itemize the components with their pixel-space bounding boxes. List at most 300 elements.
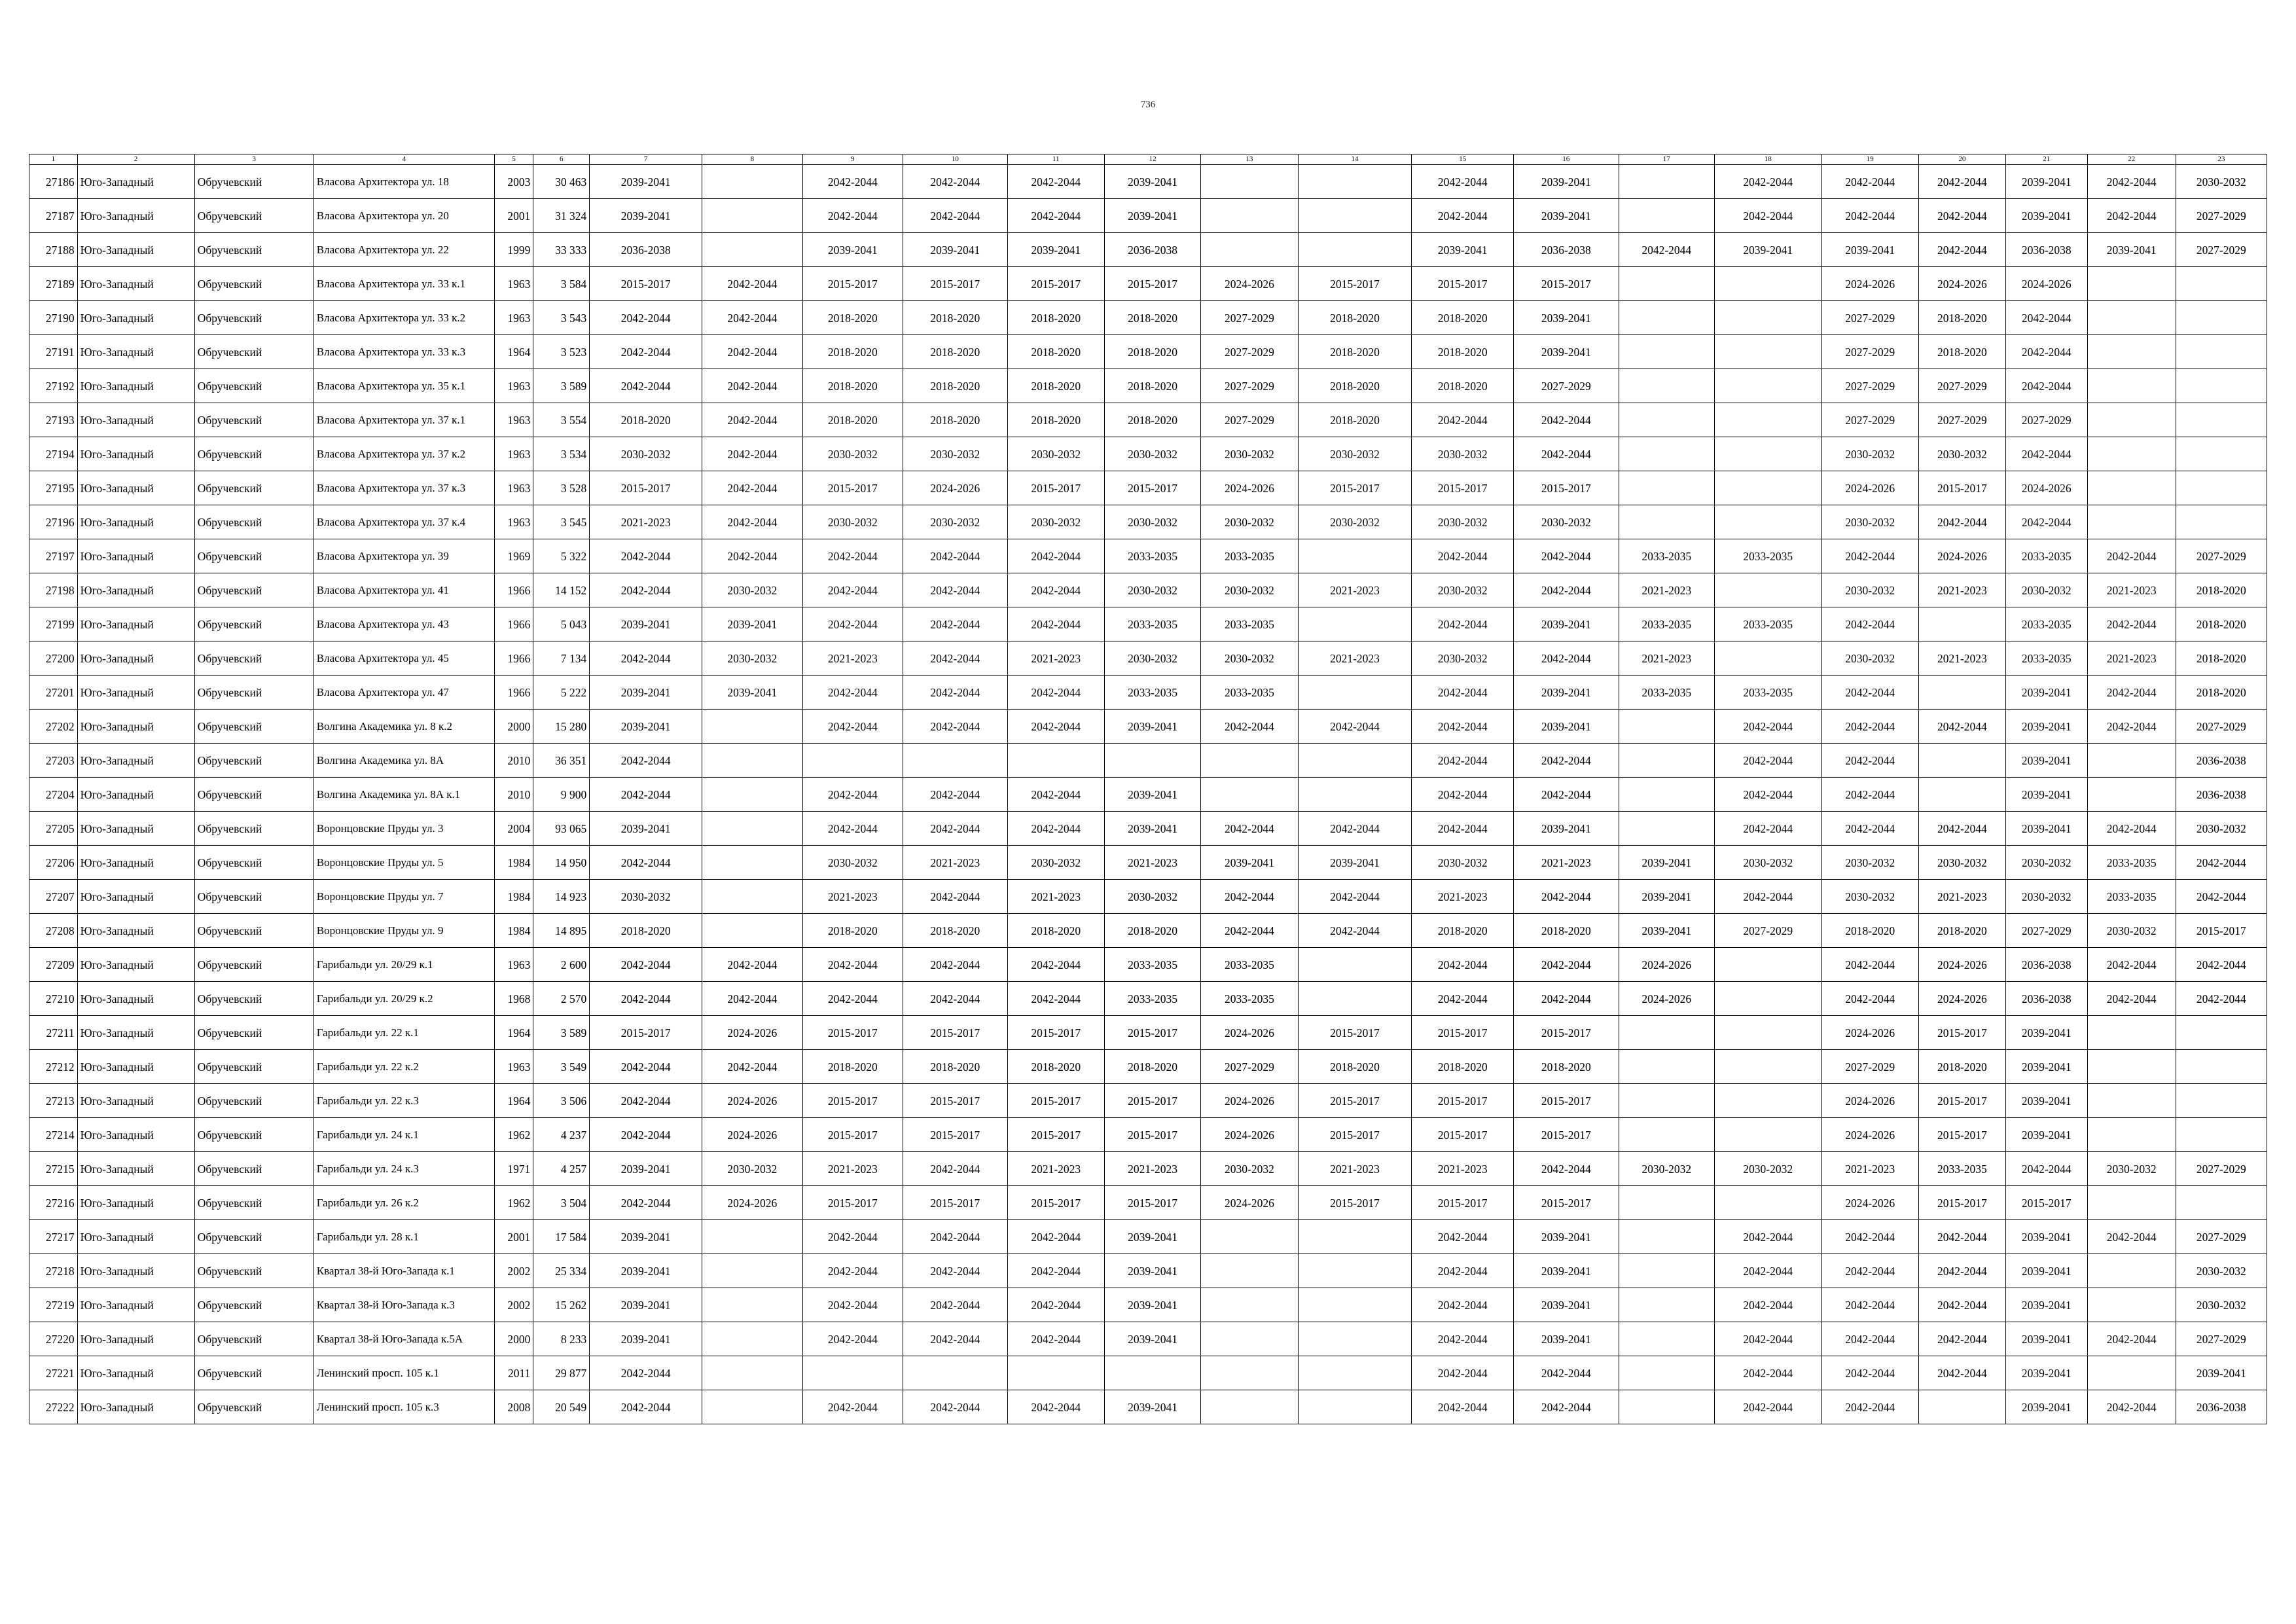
table-cell: 36 351 xyxy=(533,744,590,778)
table-cell: 2039-2041 xyxy=(1104,1220,1200,1254)
table-cell: 2030-2032 xyxy=(1412,846,1514,880)
table-cell: 2002 xyxy=(495,1288,533,1322)
table-cell: 1999 xyxy=(495,233,533,267)
table-cell: Юго-Западный xyxy=(77,812,194,846)
table-cell: 2018-2020 xyxy=(802,403,903,437)
table-cell: Воронцовские Пруды ул. 5 xyxy=(314,846,494,880)
table-cell: Юго-Западный xyxy=(77,1390,194,1424)
table-cell xyxy=(2087,369,2176,403)
table-cell: 2018-2020 xyxy=(1104,403,1200,437)
table-cell: 2018-2020 xyxy=(1918,301,2005,335)
table-cell: 2042-2044 xyxy=(1412,165,1514,199)
table-cell: 2042-2044 xyxy=(590,778,702,812)
table-cell: 2015-2017 xyxy=(1513,471,1619,505)
table-cell: 2027-2029 xyxy=(2176,710,2267,744)
table-cell: 8 233 xyxy=(533,1322,590,1356)
table-cell: Обручевский xyxy=(194,1084,314,1118)
table-cell: Власова Архитектора ул. 41 xyxy=(314,573,494,607)
table-cell: 2033-2035 xyxy=(1619,676,1714,710)
table-cell: Гарибальди ул. 20/29 к.1 xyxy=(314,948,494,982)
table-cell: 2021-2023 xyxy=(1104,846,1200,880)
table-cell: 2039-2041 xyxy=(1513,710,1619,744)
table-cell: 17 584 xyxy=(533,1220,590,1254)
table-cell: 2039-2041 xyxy=(802,233,903,267)
table-cell: 2021-2023 xyxy=(1918,573,2005,607)
table-cell: 2015-2017 xyxy=(802,267,903,301)
table-cell: 2039-2041 xyxy=(1412,233,1514,267)
table-cell: Юго-Западный xyxy=(77,1220,194,1254)
table-cell: 2042-2044 xyxy=(1714,1390,1821,1424)
table-cell: 3 589 xyxy=(533,369,590,403)
table-cell xyxy=(702,914,802,948)
table-cell xyxy=(1104,1356,1200,1390)
table-cell: 2018-2020 xyxy=(903,369,1008,403)
table-cell: Обручевский xyxy=(194,982,314,1016)
table-cell: 27216 xyxy=(29,1186,78,1220)
table-cell: 2042-2044 xyxy=(2087,199,2176,233)
table-cell: 2042-2044 xyxy=(802,607,903,641)
table-row xyxy=(29,403,2267,437)
table-cell: Гарибальди ул. 24 к.3 xyxy=(314,1152,494,1186)
table-cell: Юго-Западный xyxy=(77,267,194,301)
table-cell: 1984 xyxy=(495,880,533,914)
table-cell: Квартал 38-й Юго-Запада к.3 xyxy=(314,1288,494,1322)
table-cell: 27209 xyxy=(29,948,78,982)
table-cell: 2042-2044 xyxy=(2176,982,2267,1016)
table-cell: 2024-2026 xyxy=(1821,267,1918,301)
table-cell xyxy=(1619,403,1714,437)
table-cell: 2003 xyxy=(495,165,533,199)
table-cell: 2018-2020 xyxy=(903,301,1008,335)
table-cell: 2027-2029 xyxy=(2176,1220,2267,1254)
table-cell: 2042-2044 xyxy=(903,539,1008,573)
table-cell: 2039-2041 xyxy=(1104,812,1200,846)
table-cell xyxy=(1619,165,1714,199)
table-cell xyxy=(1619,1322,1714,1356)
table-cell: 2042-2044 xyxy=(1821,948,1918,982)
table-cell xyxy=(1714,437,1821,471)
table-cell: 2027-2029 xyxy=(1821,369,1918,403)
table-cell: 2042-2044 xyxy=(1821,165,1918,199)
table-row xyxy=(29,744,2267,778)
table-cell: 2024-2026 xyxy=(903,471,1008,505)
table-cell: 2021-2023 xyxy=(802,1152,903,1186)
table-cell: 2033-2035 xyxy=(1714,676,1821,710)
table-cell: 2027-2029 xyxy=(1821,1050,1918,1084)
table-cell: 2042-2044 xyxy=(1821,1254,1918,1288)
table-cell: 2042-2044 xyxy=(702,948,802,982)
table-cell: 27188 xyxy=(29,233,78,267)
table-cell: 27210 xyxy=(29,982,78,1016)
table-cell: 2042-2044 xyxy=(1412,948,1514,982)
table-cell xyxy=(1298,165,1412,199)
table-cell: 1964 xyxy=(495,335,533,369)
column-number-header: 2 xyxy=(77,154,194,165)
table-cell: Гарибальди ул. 22 к.3 xyxy=(314,1084,494,1118)
table-cell: Гарибальди ул. 20/29 к.2 xyxy=(314,982,494,1016)
table-cell: 2042-2044 xyxy=(590,1118,702,1152)
table-cell: 2042-2044 xyxy=(903,199,1008,233)
table-cell: 2015-2017 xyxy=(590,1016,702,1050)
table-cell: 2024-2026 xyxy=(1821,1118,1918,1152)
table-cell: 2027-2029 xyxy=(1918,369,2005,403)
table-cell: Обручевский xyxy=(194,880,314,914)
table-cell: 2018-2020 xyxy=(590,914,702,948)
column-number-header: 7 xyxy=(590,154,702,165)
table-cell: 2042-2044 xyxy=(2005,369,2087,403)
table-cell: 2015-2017 xyxy=(1412,267,1514,301)
table-cell xyxy=(1619,1050,1714,1084)
table-cell: 2042-2044 xyxy=(1513,744,1619,778)
table-cell: Юго-Западный xyxy=(77,505,194,539)
table-cell: 27221 xyxy=(29,1356,78,1390)
table-cell xyxy=(1298,1390,1412,1424)
table-cell: 2039-2041 xyxy=(590,676,702,710)
table-cell: 2015-2017 xyxy=(1918,1118,2005,1152)
table-cell: Обручевский xyxy=(194,165,314,199)
table-cell: 2015-2017 xyxy=(1918,1016,2005,1050)
table-cell: 27214 xyxy=(29,1118,78,1152)
table-cell: 2033-2035 xyxy=(1714,539,1821,573)
table-cell: Юго-Западный xyxy=(77,880,194,914)
column-number-header: 15 xyxy=(1412,154,1514,165)
table-cell xyxy=(2176,301,2267,335)
table-cell: 2039-2041 xyxy=(702,676,802,710)
table-cell: 2039-2041 xyxy=(1619,880,1714,914)
table-cell: 2042-2044 xyxy=(1821,199,1918,233)
table-cell: 2030-2032 xyxy=(802,437,903,471)
table-cell: Юго-Западный xyxy=(77,437,194,471)
table-cell: 2021-2023 xyxy=(1918,880,2005,914)
table-cell xyxy=(1714,641,1821,676)
table-cell: 2042-2044 xyxy=(2087,948,2176,982)
table-cell: Юго-Западный xyxy=(77,914,194,948)
table-cell: 2042-2044 xyxy=(590,1356,702,1390)
table-cell: 2042-2044 xyxy=(2087,1322,2176,1356)
table-cell: 2042-2044 xyxy=(903,1220,1008,1254)
table-cell: 2030-2032 xyxy=(1821,437,1918,471)
table-cell: 2018-2020 xyxy=(1918,914,2005,948)
table-cell xyxy=(1918,676,2005,710)
table-cell: 2039-2041 xyxy=(903,233,1008,267)
table-cell: 2027-2029 xyxy=(1821,403,1918,437)
table-cell: 2 570 xyxy=(533,982,590,1016)
table-cell: 2024-2026 xyxy=(1201,1084,1298,1118)
table-cell: 2024-2026 xyxy=(1201,267,1298,301)
table-cell xyxy=(1714,573,1821,607)
table-cell: 2042-2044 xyxy=(1007,676,1104,710)
table-cell: 2042-2044 xyxy=(802,812,903,846)
table-cell: 2039-2041 xyxy=(1513,1322,1619,1356)
table-cell: 29 877 xyxy=(533,1356,590,1390)
table-cell: 2042-2044 xyxy=(1007,982,1104,1016)
table-cell: 2042-2044 xyxy=(590,1390,702,1424)
table-cell: 2042-2044 xyxy=(903,676,1008,710)
table-cell: 2024-2026 xyxy=(1201,471,1298,505)
table-cell: 2042-2044 xyxy=(1412,812,1514,846)
table-cell: 2039-2041 xyxy=(1104,1390,1200,1424)
table-cell: 2042-2044 xyxy=(903,1390,1008,1424)
table-row xyxy=(29,335,2267,369)
table-cell: Обручевский xyxy=(194,710,314,744)
table-cell xyxy=(1714,369,1821,403)
table-cell: 2033-2035 xyxy=(1201,539,1298,573)
table-cell: 27205 xyxy=(29,812,78,846)
table-row xyxy=(29,369,2267,403)
table-cell xyxy=(2087,1016,2176,1050)
table-cell: 3 584 xyxy=(533,267,590,301)
table-cell: 2039-2041 xyxy=(2005,1016,2087,1050)
table-cell: 2018-2020 xyxy=(2176,641,2267,676)
table-cell: 2033-2035 xyxy=(2087,846,2176,880)
table-cell: 2024-2026 xyxy=(1918,948,2005,982)
table-cell: 1968 xyxy=(495,982,533,1016)
table-cell: 2033-2035 xyxy=(1619,539,1714,573)
column-number-row xyxy=(29,154,2267,165)
table-cell: 2042-2044 xyxy=(2176,846,2267,880)
table-body xyxy=(29,165,2267,1424)
table-cell: 2015-2017 xyxy=(1298,267,1412,301)
table-cell: Обручевский xyxy=(194,607,314,641)
table-cell xyxy=(1619,1118,1714,1152)
table-cell: 2042-2044 xyxy=(2087,1220,2176,1254)
table-row xyxy=(29,199,2267,233)
table-row xyxy=(29,948,2267,982)
table-cell: 2030-2032 xyxy=(2176,1288,2267,1322)
table-cell: Юго-Западный xyxy=(77,778,194,812)
table-cell: 2030-2032 xyxy=(2176,1254,2267,1288)
table-cell: 2042-2044 xyxy=(1821,1220,1918,1254)
table-cell: 2018-2020 xyxy=(1513,914,1619,948)
table-cell: 2039-2041 xyxy=(590,710,702,744)
table-cell: Гарибальди ул. 22 к.1 xyxy=(314,1016,494,1050)
table-cell: 2018-2020 xyxy=(1104,301,1200,335)
table-cell: 2042-2044 xyxy=(1412,199,1514,233)
table-cell: 2039-2041 xyxy=(1104,165,1200,199)
table-cell xyxy=(1619,471,1714,505)
table-cell: Юго-Западный xyxy=(77,539,194,573)
table-cell: 15 280 xyxy=(533,710,590,744)
table-cell: 2042-2044 xyxy=(1513,1390,1619,1424)
table-cell: 2015-2017 xyxy=(802,1186,903,1220)
table-cell xyxy=(1298,778,1412,812)
table-cell xyxy=(1619,1288,1714,1322)
table-cell xyxy=(1201,199,1298,233)
column-number-header: 8 xyxy=(702,154,802,165)
table-cell: 2030-2032 xyxy=(1007,437,1104,471)
table-cell: Обручевский xyxy=(194,233,314,267)
table-cell: Обручевский xyxy=(194,1186,314,1220)
table-cell: 2015-2017 xyxy=(1513,1186,1619,1220)
table-cell: 2042-2044 xyxy=(1201,914,1298,948)
table-cell: 27218 xyxy=(29,1254,78,1288)
table-cell: 2027-2029 xyxy=(1201,403,1298,437)
table-cell: 2042-2044 xyxy=(1513,1356,1619,1390)
table-cell: Юго-Западный xyxy=(77,1118,194,1152)
table-cell: 2036-2038 xyxy=(2005,233,2087,267)
table-cell: Власова Архитектора ул. 22 xyxy=(314,233,494,267)
table-cell: 2042-2044 xyxy=(1412,778,1514,812)
table-cell: 2039-2041 xyxy=(2005,165,2087,199)
table-cell: 2015-2017 xyxy=(1007,267,1104,301)
table-cell: 2030-2032 xyxy=(1714,1152,1821,1186)
table-cell: 2015-2017 xyxy=(1104,1118,1200,1152)
table-cell: 2039-2041 xyxy=(590,1288,702,1322)
table-cell: 2042-2044 xyxy=(2087,982,2176,1016)
table-cell: 2030-2032 xyxy=(1918,846,2005,880)
table-cell: 2015-2017 xyxy=(1412,1016,1514,1050)
table-cell: Юго-Западный xyxy=(77,199,194,233)
table-row xyxy=(29,1322,2267,1356)
table-cell: Обручевский xyxy=(194,846,314,880)
table-cell: 2001 xyxy=(495,1220,533,1254)
table-cell: 2010 xyxy=(495,744,533,778)
table-cell: 2039-2041 xyxy=(2087,233,2176,267)
table-cell xyxy=(2087,471,2176,505)
table-cell: 2042-2044 xyxy=(1513,573,1619,607)
table-cell: 2039-2041 xyxy=(1201,846,1298,880)
table-cell: Власова Архитектора ул. 37 к.2 xyxy=(314,437,494,471)
table-cell: 2039-2041 xyxy=(1513,812,1619,846)
table-cell: 2042-2044 xyxy=(1918,1288,2005,1322)
table-cell xyxy=(1298,948,1412,982)
table-cell: 2042-2044 xyxy=(702,369,802,403)
table-cell: 2042-2044 xyxy=(802,1322,903,1356)
table-cell xyxy=(2087,403,2176,437)
table-cell xyxy=(2087,778,2176,812)
table-cell xyxy=(1298,982,1412,1016)
table-row xyxy=(29,607,2267,641)
table-cell: 2042-2044 xyxy=(1298,812,1412,846)
table-cell: 2039-2041 xyxy=(1104,778,1200,812)
table-cell: 2039-2041 xyxy=(1714,233,1821,267)
table-cell: 2039-2041 xyxy=(2005,1050,2087,1084)
table-cell: 2042-2044 xyxy=(1513,403,1619,437)
table-cell xyxy=(2087,437,2176,471)
table-cell xyxy=(1714,982,1821,1016)
table-cell: 2030-2032 xyxy=(1007,846,1104,880)
table-cell: 7 134 xyxy=(533,641,590,676)
table-row xyxy=(29,1220,2267,1254)
table-cell: 2039-2041 xyxy=(702,607,802,641)
table-cell: 2030-2032 xyxy=(1619,1152,1714,1186)
table-cell: Юго-Западный xyxy=(77,982,194,1016)
table-cell: 2033-2035 xyxy=(1918,1152,2005,1186)
table-cell: 2018-2020 xyxy=(1007,914,1104,948)
table-cell xyxy=(1714,403,1821,437)
table-cell: 2030-2032 xyxy=(1412,437,1514,471)
table-cell: 2036-2038 xyxy=(2176,1390,2267,1424)
table-cell: 2018-2020 xyxy=(903,914,1008,948)
table-cell: 2033-2035 xyxy=(1201,948,1298,982)
table-cell: 2018-2020 xyxy=(1007,369,1104,403)
table-cell: 1963 xyxy=(495,369,533,403)
table-cell: Обручевский xyxy=(194,778,314,812)
table-cell: 2015-2017 xyxy=(1007,1016,1104,1050)
table-cell: Юго-Западный xyxy=(77,301,194,335)
table-cell xyxy=(702,812,802,846)
table-cell: Обручевский xyxy=(194,403,314,437)
table-cell: 2015-2017 xyxy=(1918,1186,2005,1220)
table-cell xyxy=(1918,778,2005,812)
table-cell: 2042-2044 xyxy=(1714,778,1821,812)
table-cell: 2042-2044 xyxy=(1007,778,1104,812)
table-cell: 2018-2020 xyxy=(802,914,903,948)
table-cell xyxy=(1619,369,1714,403)
table-cell: 2042-2044 xyxy=(1201,710,1298,744)
table-cell: 2042-2044 xyxy=(1918,1356,2005,1390)
table-cell: 2015-2017 xyxy=(1412,1118,1514,1152)
table-cell: Юго-Западный xyxy=(77,335,194,369)
table-cell: 2015-2017 xyxy=(1298,1186,1412,1220)
table-cell: 2024-2026 xyxy=(2005,267,2087,301)
table-cell: 2039-2041 xyxy=(1619,846,1714,880)
table-cell: 2030-2032 xyxy=(1201,437,1298,471)
table-cell: 2018-2020 xyxy=(903,403,1008,437)
table-row xyxy=(29,233,2267,267)
table-cell: 2042-2044 xyxy=(590,744,702,778)
table-row xyxy=(29,1084,2267,1118)
table-cell: 2010 xyxy=(495,778,533,812)
table-cell: 2000 xyxy=(495,710,533,744)
table-cell: 2042-2044 xyxy=(702,437,802,471)
table-cell: Обручевский xyxy=(194,437,314,471)
table-cell: 27189 xyxy=(29,267,78,301)
table-cell xyxy=(1619,1356,1714,1390)
table-cell: 2030-2032 xyxy=(702,1152,802,1186)
table-cell: 2030-2032 xyxy=(2005,573,2087,607)
table-cell xyxy=(903,744,1008,778)
table-cell: 2036-2038 xyxy=(2176,744,2267,778)
table-cell xyxy=(2087,1288,2176,1322)
table-cell: 2036-2038 xyxy=(2176,778,2267,812)
table-row xyxy=(29,165,2267,199)
table-cell: 2036-2038 xyxy=(1104,233,1200,267)
table-cell: Юго-Западный xyxy=(77,403,194,437)
table-row xyxy=(29,1118,2267,1152)
table-row xyxy=(29,1152,2267,1186)
table-cell: 2042-2044 xyxy=(1412,403,1514,437)
table-cell: Юго-Западный xyxy=(77,471,194,505)
table-cell: 3 554 xyxy=(533,403,590,437)
table-row xyxy=(29,676,2267,710)
table-cell xyxy=(1201,778,1298,812)
table-cell: 2042-2044 xyxy=(2005,437,2087,471)
table-cell: 27190 xyxy=(29,301,78,335)
table-cell: Юго-Западный xyxy=(77,1288,194,1322)
table-cell: 2042-2044 xyxy=(1821,1356,1918,1390)
table-cell xyxy=(1201,1254,1298,1288)
table-cell: 2042-2044 xyxy=(590,641,702,676)
table-cell: Обручевский xyxy=(194,301,314,335)
table-cell: Юго-Западный xyxy=(77,676,194,710)
table-cell: 2042-2044 xyxy=(1412,1220,1514,1254)
table-cell: 2039-2041 xyxy=(1513,1288,1619,1322)
table-cell: 2039-2041 xyxy=(1513,301,1619,335)
table-row xyxy=(29,778,2267,812)
table-cell: 2030-2032 xyxy=(2087,1152,2176,1186)
table-cell: 27217 xyxy=(29,1220,78,1254)
table-cell: 2015-2017 xyxy=(1513,1084,1619,1118)
table-cell xyxy=(802,1356,903,1390)
table-cell: 2030-2032 xyxy=(2087,914,2176,948)
table-cell xyxy=(1298,1288,1412,1322)
table-cell: 2042-2044 xyxy=(1298,710,1412,744)
table-cell: 2030-2032 xyxy=(1201,1152,1298,1186)
table-cell xyxy=(1619,267,1714,301)
table-cell: 5 222 xyxy=(533,676,590,710)
table-cell xyxy=(2176,1186,2267,1220)
